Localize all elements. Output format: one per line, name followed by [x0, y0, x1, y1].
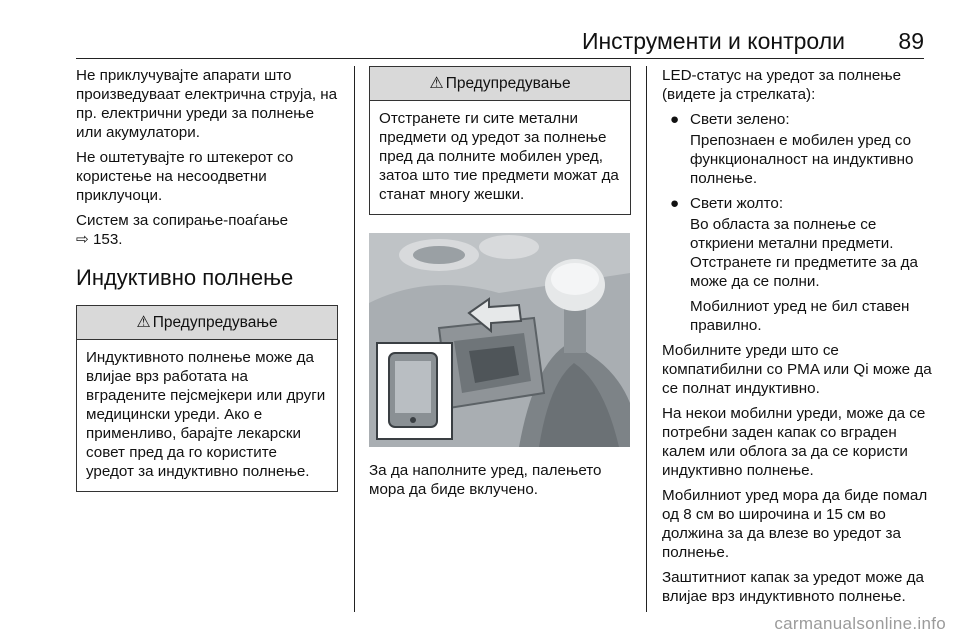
paragraph: Мобилните уреди што се компатибилни со PMA или Qi може да се полнат индуктивно.: [662, 342, 932, 397]
warning-box-header: [77, 306, 337, 340]
cross-reference-text: Систем за сопирање-поаѓање: [76, 212, 289, 229]
warning-icon: ⚠: [429, 75, 444, 92]
bullet-label: Свети зелено:: [690, 111, 790, 128]
warning-icon: ⚠: [136, 314, 151, 331]
warning-box-header: [370, 67, 630, 101]
gear-shift-charging-pad-illustration-icon: [369, 233, 630, 447]
page-reference-arrow-icon: ⇨: [76, 231, 89, 248]
paragraph: Не приклучувајте апарати што произведуваат електрична струја, на пр. електрични уреди за полнење или акумулатори.: [76, 67, 338, 141]
bullet-icon: ●: [670, 111, 680, 128]
warning-title: Предупредување: [152, 314, 278, 331]
warning-title: Предупредување: [445, 75, 571, 92]
warning-text: Индуктивното полнење може да влијае врз работата на вградените пејсмејкери или други медицински уреди. Ако е применливо, барајте лекарски совет пред да го користите уредот за индуктивно полнење.: [86, 349, 326, 480]
bullet-detail: Мобилниот уред не бил ставен правилно.: [690, 298, 910, 334]
bullet-detail: Во областа за полнење се откриени метални предмети. Отстранете ги предметите за да може да се полни.: [690, 216, 918, 290]
warning-text: Отстранете ги сите метални предмети од уредот за полнење пред да полните мобилен уред, затоа што тие предмети можат да станат многу жешки.: [379, 110, 619, 203]
bullet-icon: ●: [670, 195, 680, 212]
figure-caption: За да наполните уред, палењето мора да биде вклучено.: [369, 462, 602, 498]
paragraph: Заштитниот капак за уредот може да влијае врз индуктивното полнење.: [662, 569, 924, 605]
page-header-title: Инструменти и контроли: [581, 28, 845, 54]
left-column: [76, 66, 338, 492]
watermark: carmanualsonline.info: [774, 614, 946, 633]
middle-column: [369, 66, 631, 505]
warning-box: [369, 66, 631, 215]
warning-box: [76, 305, 338, 492]
bullet-detail: Препознаен е мобилен уред со функционалност на индуктивно полнење.: [690, 132, 914, 187]
bullet-label: Свети жолто:: [690, 195, 784, 212]
paragraph: LED-статус на уредот за полнење (видете ја стрелката):: [662, 67, 902, 103]
cross-reference-link[interactable]: 153.: [92, 231, 123, 248]
column-divider-1: [354, 66, 355, 612]
paragraph: [76, 211, 338, 249]
column-divider-2: [646, 66, 647, 612]
section-heading: Индуктивно полнење: [76, 265, 294, 290]
paragraph: Мобилниот уред мора да биде помал од 8 см во широчина и 15 см во должина за да влезе во уредот за полнење.: [662, 487, 928, 561]
list-item: [662, 194, 932, 213]
header-rule: [76, 58, 924, 59]
page-number: 89: [898, 28, 924, 54]
paragraph: На некои мобилни уреди, може да се потребни заден капак со вграден калем или облога за да се користи индуктивно полнење.: [662, 405, 926, 479]
paragraph: Не оштетувајте го штекерот со користење на несоодветни приклучоци.: [76, 149, 294, 204]
right-column: [662, 66, 932, 612]
list-item: [662, 110, 932, 129]
